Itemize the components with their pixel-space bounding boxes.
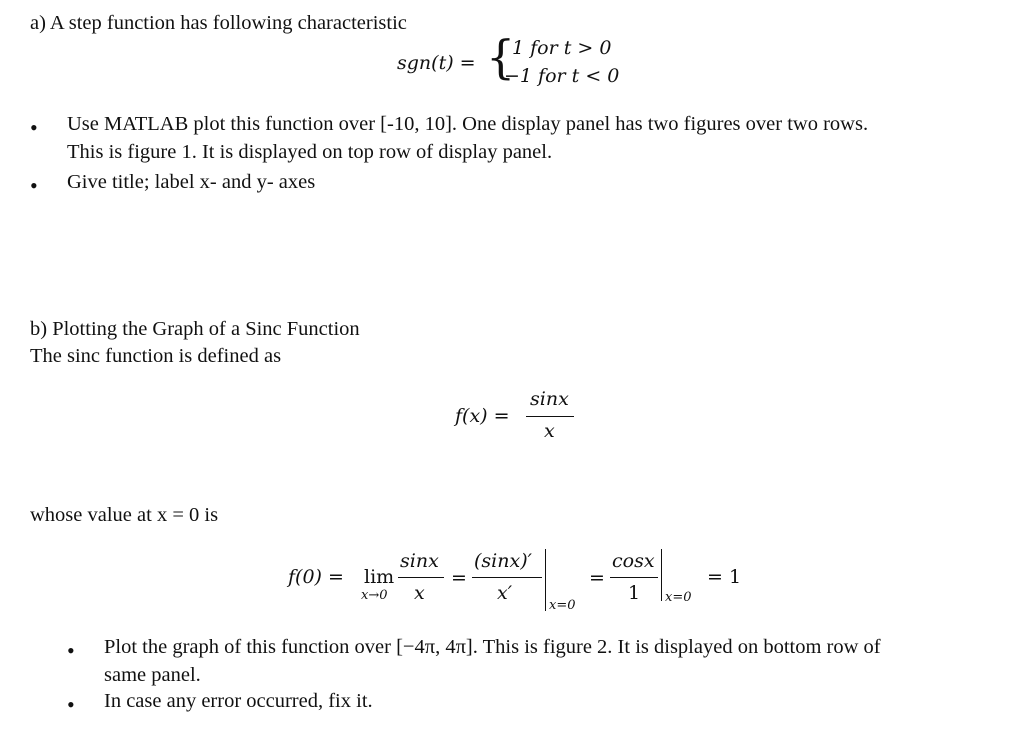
sinc-def-numerator: sinx [530,388,569,410]
limit-lhs: f(0) = [288,566,344,588]
bullet-a2: • [30,173,38,198]
part-b-bullet-1-line1: Plot the graph of this function over [−4π, 4π]. This is figure 2. It is displayed on bottom row of [104,636,881,658]
limit-eval-bar-2 [661,549,662,601]
sinc-def-fraction-bar [526,416,574,417]
limit-frac2-bar [472,577,542,578]
part-a-bullet-2-line1: Give title; label x- and y- axes [67,171,316,193]
part-a-bullet-1 [67,110,868,166]
limit-lim-subscript: x→0 [361,588,388,603]
part-b-bullet-2 [104,687,373,715]
sgn-case-positive: 1 for t > 0 [512,37,612,59]
part-b-heading: b) Plotting the Graph of a Sinc Function [30,318,360,340]
limit-eval-bar-1 [545,549,546,611]
part-a-heading: a) A step function has following characteristic [30,12,407,34]
limit-frac2-numerator: (sinx)′ [474,550,532,572]
limit-lim: lim [364,566,395,588]
limit-eval-subscript-1: x=0 [549,598,576,613]
part-a-bullet-2 [67,168,315,196]
part-b-bullet-1-line2: same panel. [104,664,201,686]
limit-frac3-bar [610,577,658,578]
limit-frac3-denominator: 1 [628,582,641,604]
value-at-zero-text: whose value at x = 0 is [30,504,219,526]
bullet-b2: • [67,692,75,717]
bullet-a1: • [30,115,38,140]
part-b-bullet-2-line1: In case any error occurred, fix it. [104,690,373,712]
sinc-def-denominator: x [544,420,555,442]
sinc-def-lhs: f(x) = [455,405,510,427]
limit-eq-2: = [589,567,605,589]
sgn-case-negative: −1 for t < 0 [504,65,620,87]
limit-eval-subscript-2: x=0 [665,590,692,605]
limit-frac1-numerator: sinx [400,550,439,572]
limit-frac3-numerator: cosx [612,550,655,572]
part-a-bullet-1-line2: This is figure 1. It is displayed on top row of display panel. [67,141,553,163]
limit-result: = 1 [707,566,742,588]
sgn-lhs: sgn(t) = [397,52,476,74]
limit-frac1-denominator: x [414,582,425,604]
bullet-b1: • [67,638,75,663]
limit-eq-1: = [451,567,467,589]
part-b-intro: The sinc function is defined as [30,345,282,367]
sgn-brace: { [486,30,516,84]
limit-frac2-denominator: x′ [497,582,513,604]
part-a-bullet-1-line1: Use MATLAB plot this function over [-10, 10]. One display panel has two figures over two rows. [67,113,869,135]
limit-frac1-bar [398,577,444,578]
part-b-bullet-1 [104,633,881,689]
